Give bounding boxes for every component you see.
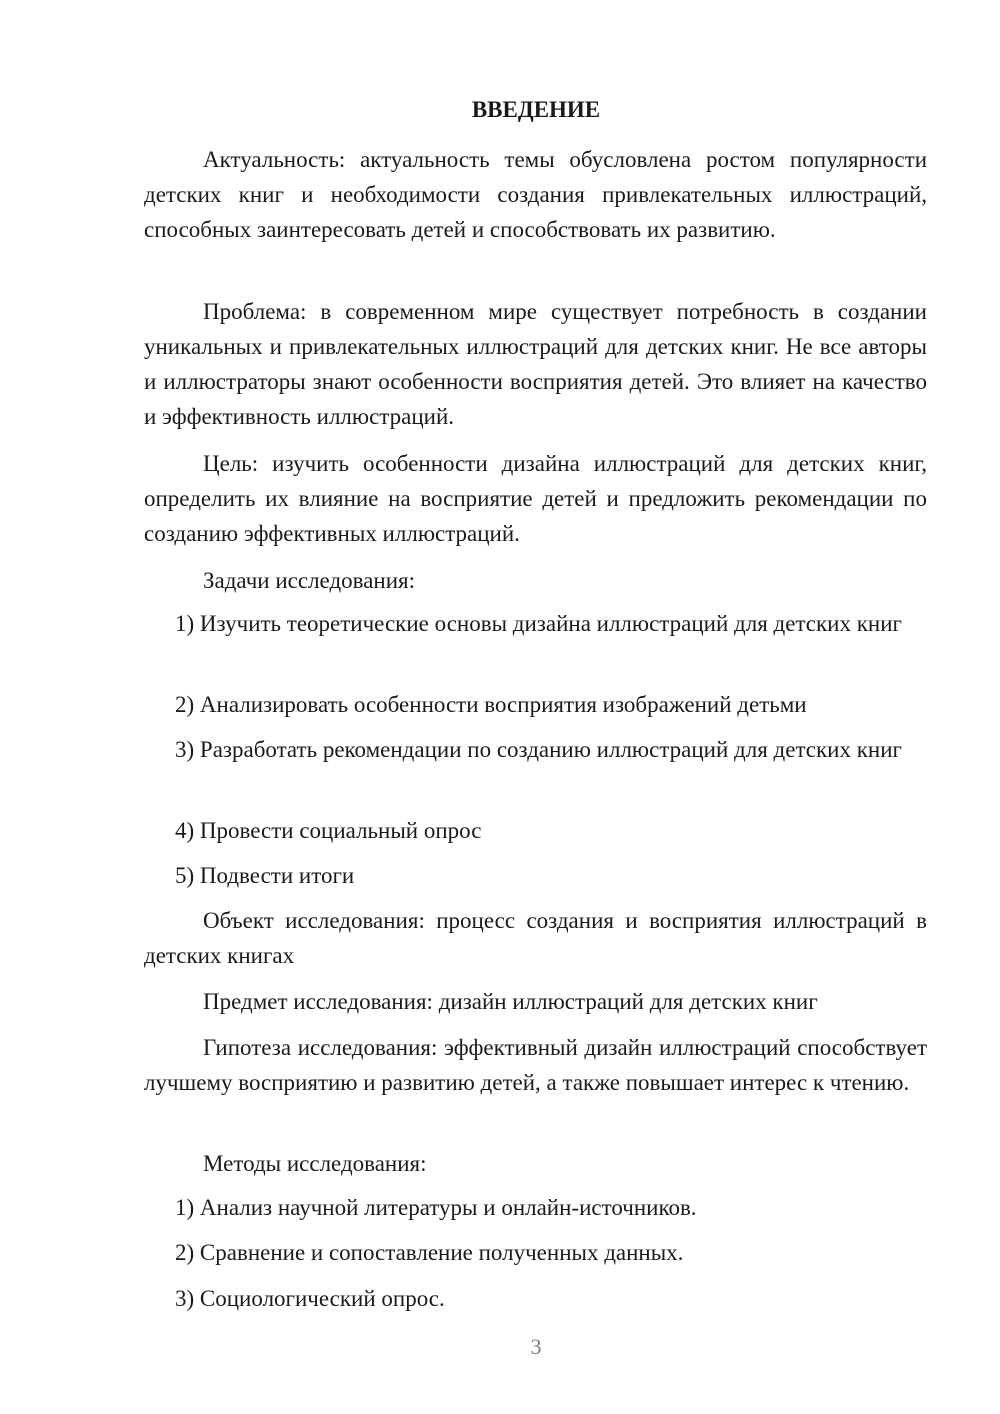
- relevance-paragraph: Актуальность: актуальность темы обусловлена ростом популярности детских книг и необходимости создания привлекательных иллюстраций, способных заинтересовать детей и способствовать их развитию.: [144, 147, 927, 242]
- problem-paragraph: Проблема: в современном мире существует потребность в создании уникальных и привлекательных иллюстраций для детских книг. Не все авторы и иллюстраторы знают особенности восприятия детей. Это влияет на качество и эффективность иллюстраций.: [144, 299, 927, 429]
- methods-heading: Методы исследования:: [203, 1151, 427, 1176]
- task-item-3: 3) Разработать рекомендации по созданию иллюстраций для детских книг: [175, 737, 902, 762]
- task-item-5: 5) Подвести итоги: [175, 863, 355, 888]
- section-title: ВВЕДЕНИЕ: [471, 97, 601, 122]
- hypothesis-paragraph: Гипотеза исследования: эффективный дизайн иллюстраций способствует лучшему восприятию и развитию детей, а также повышает интерес к чтению.: [144, 1035, 927, 1095]
- method-item-2: 2) Сравнение и сопоставление полученных данных.: [175, 1240, 684, 1265]
- task-item-4: 4) Провести социальный опрос: [175, 818, 482, 843]
- method-item-3: 3) Социологический опрос.: [175, 1286, 445, 1311]
- task-item-1: 1) Изучить теоретические основы дизайна иллюстраций для детских книг: [175, 611, 902, 636]
- method-item-1: 1) Анализ научной литературы и онлайн-источников.: [175, 1195, 697, 1220]
- subject-paragraph: Предмет исследования: дизайн иллюстраций для детских книг: [203, 989, 818, 1014]
- task-item-2: 2) Анализировать особенности восприятия изображений детьми: [175, 692, 807, 717]
- page-number: 3: [530, 1334, 542, 1359]
- object-paragraph: Объект исследования: процесс создания и восприятия иллюстраций в детских книгах: [144, 908, 927, 968]
- tasks-heading: Задачи исследования:: [203, 568, 416, 593]
- goal-paragraph: Цель: изучить особенности дизайна иллюстраций для детских книг, определить их влияние на восприятие детей и предложить рекомендации по созданию эффективных иллюстраций.: [144, 451, 927, 546]
